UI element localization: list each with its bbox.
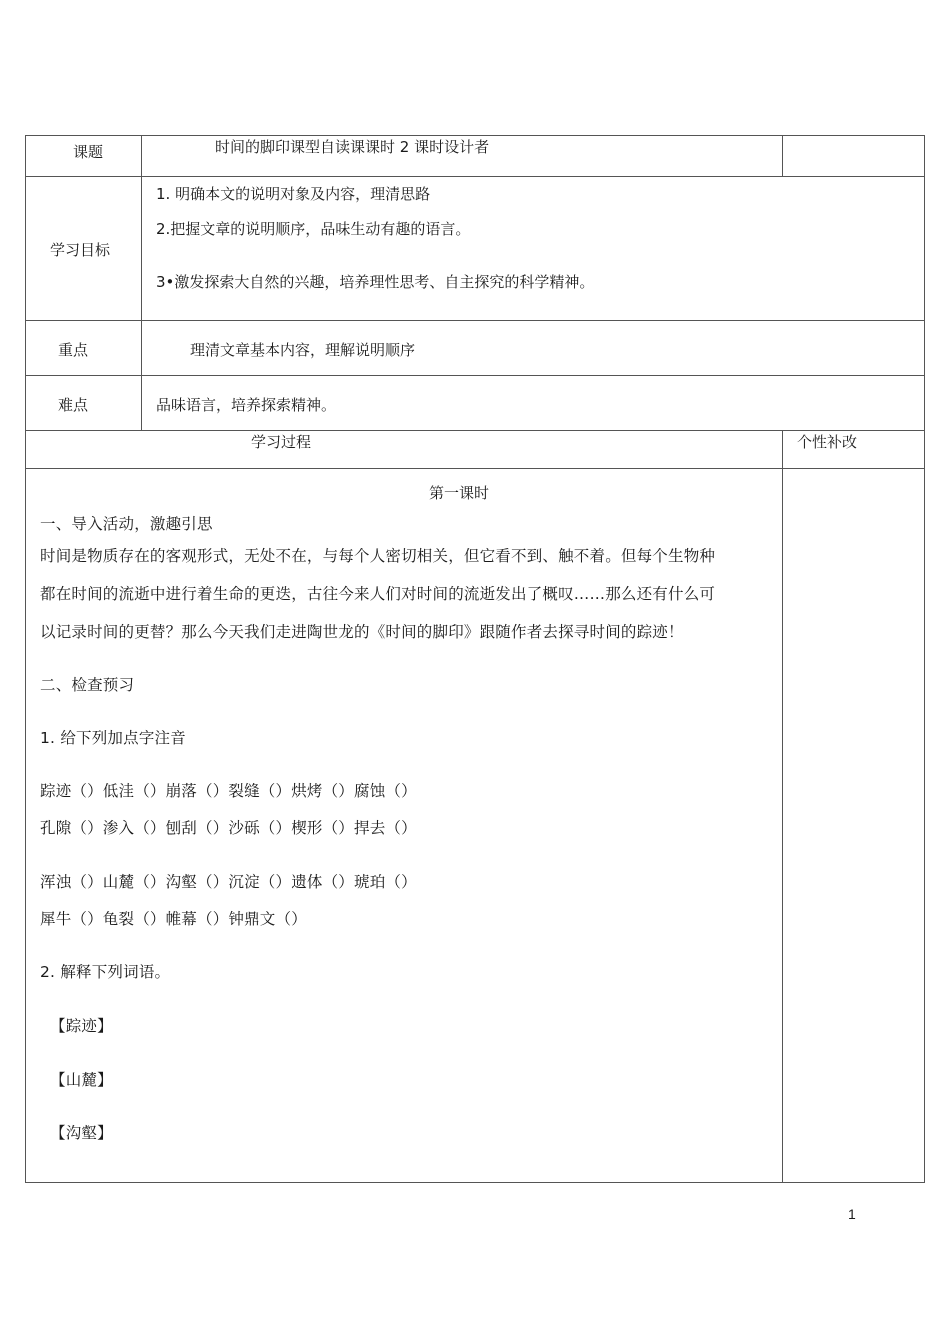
question-1-title: 1. 给下列加点字注音 [40,729,186,747]
term-3: 【沟壑】 [50,1124,113,1142]
page-number: 1 [848,1206,856,1222]
table-rule-goals [25,176,925,177]
intro-line-2: 都在时间的流逝中进行着生命的更迭，古往今来人们对时间的流逝发出了概叹……那么还有什么可 [40,585,716,603]
goal-item-1: 1. 明确本文的说明对象及内容，理清思路 [156,185,431,203]
table-border-top [25,135,925,136]
term-2: 【山麓】 [50,1071,113,1089]
pinyin-row-1: 踪迹（）低洼（）崩落（）裂缝（）烘烤（）腐蚀（） [40,782,417,800]
table-border-left [25,135,26,1183]
topic-label: 课题 [73,143,104,161]
process-label: 学习过程 [251,433,312,451]
term-1: 【踪迹】 [50,1017,113,1035]
goals-label: 学习目标 [50,241,111,259]
table-rule-lesson [25,468,925,469]
table-col-header-divider [782,135,783,176]
intro-line-1: 时间是物质存在的客观形式，无处不在，与每个人密切相关，但它看不到、触不着。但每个生物种 [40,547,716,565]
table-rule-key [25,320,925,321]
pinyin-row-2: 孔隙（）渗入（）刨刮（）沙砾（）楔形（）捍去（） [40,819,417,837]
section-1-title: 一、导入活动，激趣引思 [40,515,213,533]
supplement-label: 个性补改 [797,433,858,451]
difficulty-text: 品味语言，培养探索精神。 [156,396,337,414]
section-2-title: 二、检查预习 [40,676,135,694]
table-border-right [924,135,925,1183]
difficulty-label: 难点 [58,396,89,414]
key-point-text: 理清文章基本内容，理解说明顺序 [190,341,416,359]
pinyin-row-4: 犀牛（）龟裂（）帷幕（）钟鼎文（） [40,910,307,928]
goal-item-3: 3•激发探索大自然的兴趣，培养理性思考、自主探究的科学精神。 [156,273,595,291]
question-2-title: 2. 解释下列词语。 [40,963,171,981]
lesson-title: 第一课时 [429,484,490,502]
table-rule-difficulty [25,375,925,376]
topic-text: 时间的脚印课型自读课课时 2 课时设计者 [215,138,490,156]
table-border-bottom [25,1182,925,1183]
key-point-label: 重点 [58,341,89,359]
goal-item-2: 2.把握文章的说明顺序，品味生动有趣的语言。 [156,220,471,238]
table-rule-process [25,430,925,431]
pinyin-row-3: 浑浊（）山麓（）沟壑（）沉淀（）遗体（）琥珀（） [40,873,417,891]
table-col-label-divider [141,135,142,431]
intro-line-3: 以记录时间的更替？那么今天我们走进陶世龙的《时间的脚印》跟随作者去探寻时间的踪迹！ [40,623,684,641]
table-col-supplement-divider [782,430,783,1183]
